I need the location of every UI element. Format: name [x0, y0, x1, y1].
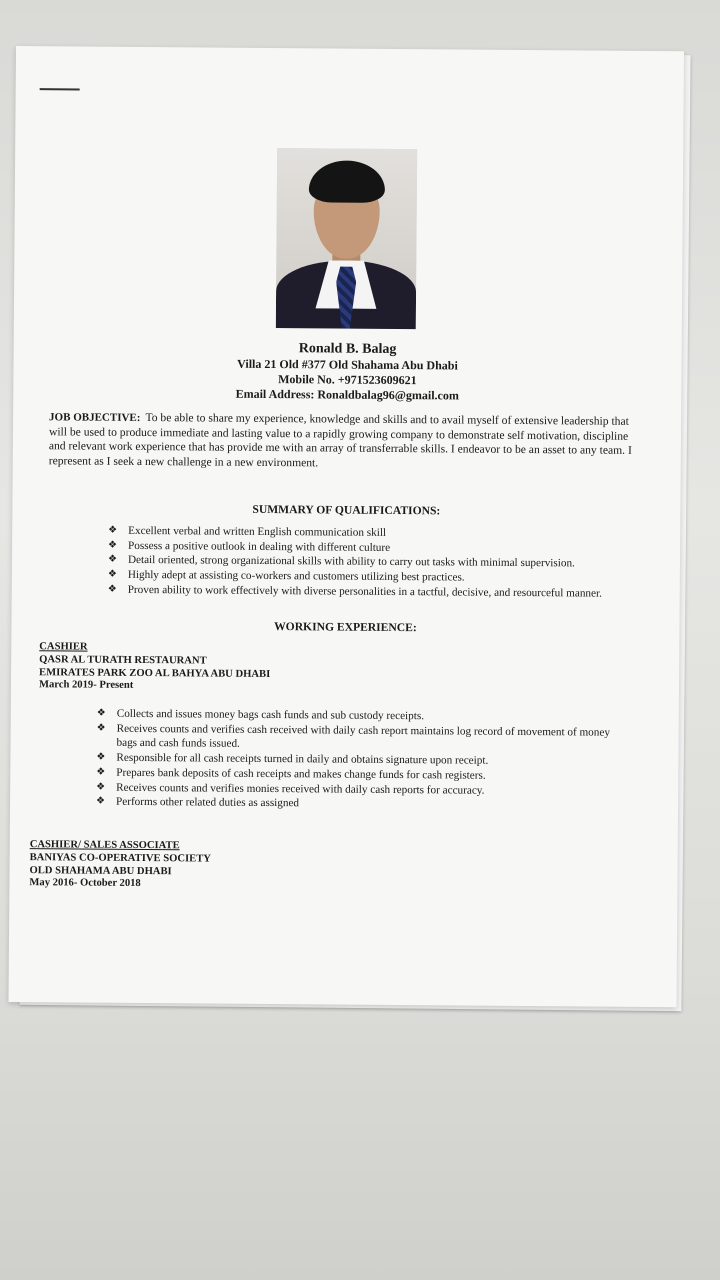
resume-page [8, 46, 683, 1007]
job-objective [49, 410, 645, 473]
summary-title: SUMMARY OF QUALIFICATIONS: [252, 502, 441, 518]
bullet-icon: ❖ [107, 554, 117, 566]
job-company: QASR AL TURATH RESTAURANT [39, 653, 207, 667]
list-item: ❖ Prepares bank deposits of cash receipts and makes change funds for cash registers. [96, 766, 486, 782]
mobile-line: Mobile No. +971523609621 [278, 372, 417, 388]
list-item: ❖ Detail oriented, strong organizational skills with ability to carry out tasks with minimal supervision. [107, 554, 575, 570]
list-item: ❖ Highly adept at assisting co-workers and customers utilizing best practices. [107, 568, 465, 584]
job-location: EMIRATES PARK ZOO AL BAHYA ABU DHABI [39, 666, 271, 680]
job-title: CASHIER/ SALES ASSOCIATE [29, 839, 180, 852]
bullet-icon: ❖ [107, 568, 117, 580]
job-duties-list [96, 707, 627, 814]
bullet-icon: ❖ [96, 781, 106, 793]
job-location: OLD SHAHAMA ABU DHABI [29, 864, 172, 877]
candidate-name: Ronald B. Balag [298, 341, 397, 357]
bullet-icon: ❖ [96, 795, 106, 807]
summary-list [108, 524, 669, 602]
job-dates: March 2019- Present [38, 679, 134, 692]
job-entry [29, 839, 211, 892]
address-line: Villa 21 Old #377 Old Shahama Abu Dhabi [237, 356, 458, 373]
list-item: ❖ Proven ability to work effectively with diverse personalities in a tactful, decisive, and resourceful manner. [107, 583, 602, 600]
job-objective-text: To be able to share my experience, knowledge and skills and to avail myself of extensive leadership that will be used to produce immediate and lasting value to a rapidly growing company to demonstrate self motivation, discipline and relevant work experience that has provide me with an array of transferrable skills. I endeavor to be an asset to any team. I represent as I seek a new challenge in a new environment. [48, 411, 632, 470]
list-item: ❖ Collects and issues money bags cash funds and sub custody receipts. [96, 707, 425, 723]
experience-title: WORKING EXPERIENCE: [274, 620, 417, 635]
job-objective-label: JOB OBJECTIVE: [49, 411, 141, 424]
bullet-icon: ❖ [96, 766, 106, 778]
job-dates: May 2016- October 2018 [29, 877, 141, 890]
contact-header [13, 338, 681, 405]
bullet-icon: ❖ [108, 524, 118, 536]
bullet-icon: ❖ [107, 583, 117, 595]
bullet-icon: ❖ [96, 722, 106, 734]
bullet-icon: ❖ [96, 707, 106, 719]
job-title: CASHIER [39, 641, 88, 653]
list-item: ❖ Receives counts and verifies monies received with daily cash reports for accuracy. [96, 781, 485, 797]
bullet-icon: ❖ [108, 539, 118, 551]
email-line: Email Address: Ronaldbalag96@gmail.com [235, 386, 459, 403]
list-item: ❖ Excellent verbal and written English communication skill [108, 524, 387, 539]
job-entry [39, 641, 271, 694]
job-company: BANIYAS CO-OPERATIVE SOCIETY [29, 851, 211, 865]
list-item: ❖ Performs other related duties as assigned [96, 795, 300, 810]
list-item: ❖ Responsible for all cash receipts turned in daily and obtains signature upon receipt. [96, 751, 489, 767]
list-item: ❖ Possess a positive outlook in dealing with different culture [108, 539, 391, 554]
list-item: ❖ Receives counts and verifies cash received with daily cash report maintains log record of movement of money bags and cash funds issued. [96, 722, 611, 751]
bullet-icon: ❖ [96, 751, 106, 763]
